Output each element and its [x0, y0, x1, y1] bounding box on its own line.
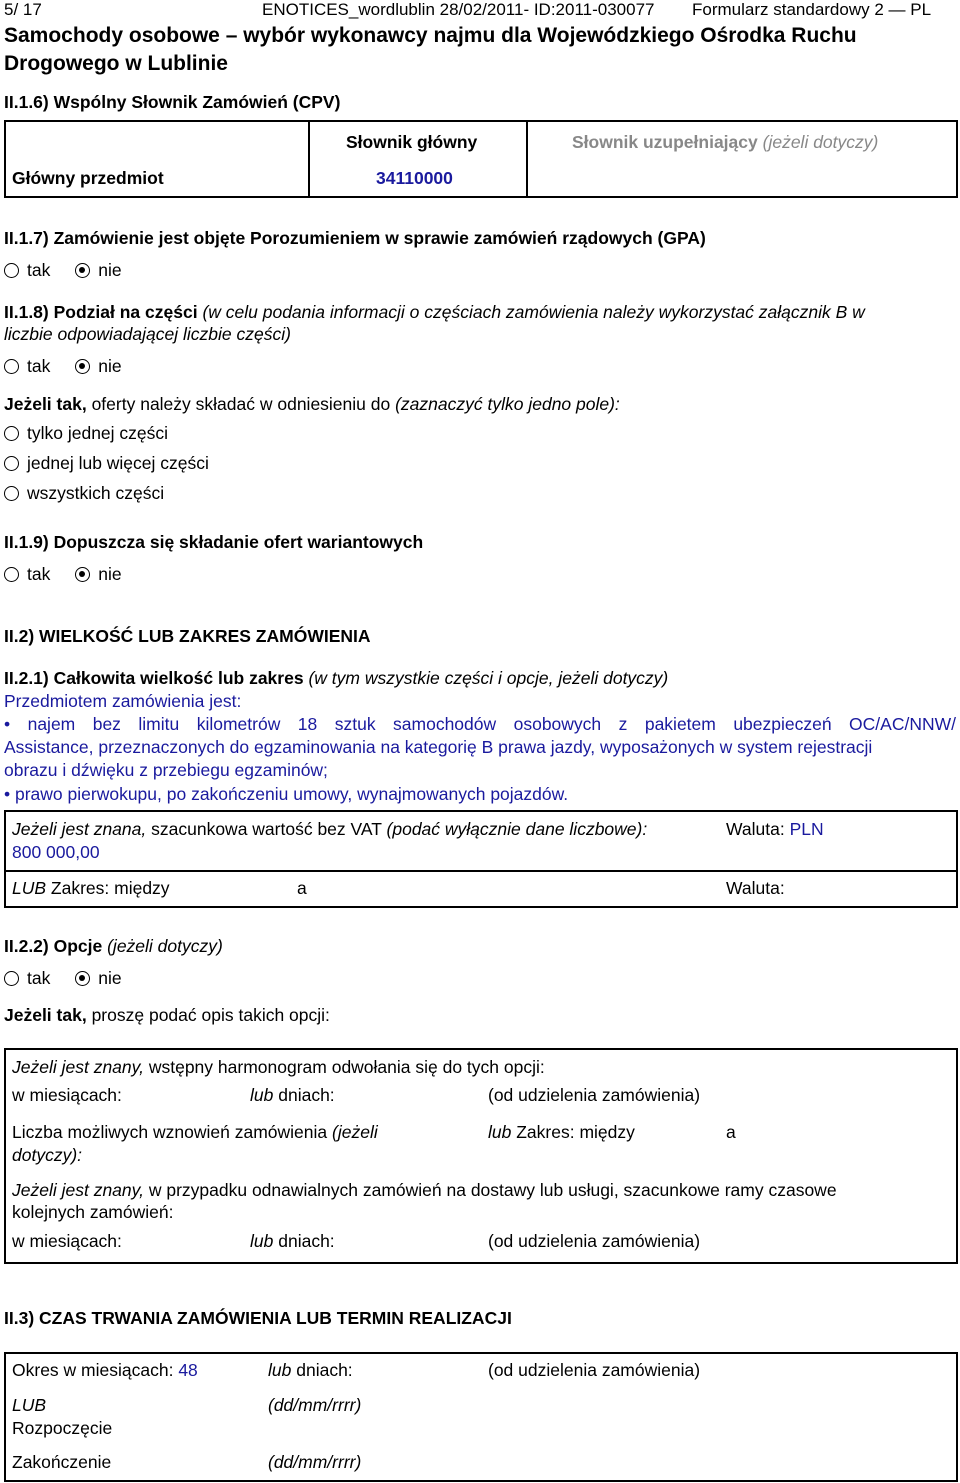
radio-icon[interactable]: [4, 426, 19, 441]
options-radio-group[interactable]: [4, 968, 142, 989]
range-a: a: [297, 878, 307, 898]
parts-option-2[interactable]: wszystkich części: [4, 483, 164, 504]
gpa-heading: II.1.7) Zamówienie jest objęte Porozumieniem w sprawie zamówień rządowych (GPA): [4, 228, 706, 248]
size-bullet1-l2: Assistance, przeznaczonych do egzaminowania na kategorię B prawa jazdy, wyposażonych w system rejestracji: [4, 737, 873, 757]
parts-heading: II.1.8) Podział na części (w celu podania informacji o częściach zamówienia należy wykorzystać załącznik B w: [4, 302, 865, 322]
renewals-label-cont: dotyczy):: [12, 1145, 83, 1165]
page-number: 5/ 17: [4, 0, 42, 19]
notice-id: ENOTICES_wordlublin 28/02/2011- ID:2011-030077: [262, 0, 655, 19]
start-label: Rozpoczęcie: [12, 1418, 113, 1438]
size-subheading: II.2.1) Całkowita wielkość lub zakres (w tym wszystkie części i opcje, jeżeli dotyczy): [4, 668, 669, 688]
main-dict-label: Słownik główny: [346, 132, 478, 152]
main-subject-label: Główny przedmiot: [12, 168, 164, 188]
variants-heading: II.1.9) Dopuszcza się składanie ofert wariantowych: [4, 532, 424, 552]
duration-days: lub dniach:: [268, 1360, 353, 1380]
radio-icon[interactable]: [4, 971, 19, 986]
end-date-format: (dd/mm/rrrr): [268, 1452, 362, 1472]
renew-days: lub dniach:: [250, 1231, 335, 1251]
options-heading: II.2.2) Opcje (jeżeli dotyczy): [4, 936, 223, 956]
options-nie[interactable]: nie: [75, 968, 121, 989]
value-box-divider: [4, 870, 958, 872]
parts-nie[interactable]: nie: [75, 356, 121, 377]
options-box: [4, 1048, 958, 1264]
schedule-months: w miesiącach:: [12, 1085, 122, 1105]
renew-timeframe-label: Jeżeli jest znany, w przypadku odnawialnych zamówień na dostawy lub usługi, szacunkowe ramy czasowe: [12, 1180, 837, 1200]
parts-tak[interactable]: tak: [4, 356, 50, 377]
radio-icon[interactable]: [4, 263, 19, 278]
radio-icon[interactable]: [4, 359, 19, 374]
variants-tak[interactable]: tak: [4, 564, 50, 585]
cpv-code: 34110000: [376, 168, 453, 188]
gpa-nie[interactable]: nie: [75, 260, 121, 281]
size-heading: II.2) WIELKOŚĆ LUB ZAKRES ZAMÓWIENIA: [4, 626, 371, 646]
renewals-label: Liczba możliwych wznowień zamówienia (jeżeli: [12, 1122, 378, 1142]
radio-selected-icon[interactable]: [75, 359, 90, 374]
radio-selected-icon[interactable]: [75, 567, 90, 582]
renew-from-award: (od udzielenia zamówienia): [488, 1231, 701, 1251]
schedule-days: lub dniach:: [250, 1085, 335, 1105]
range-currency-label: Waluta:: [726, 878, 785, 898]
range-label: LUB Zakres: między: [12, 878, 170, 898]
page-title-line1: Samochody osobowe – wybór wykonawcy najmu dla Wojewódzkiego Ośrodka Ruchu: [4, 24, 857, 47]
variants-nie[interactable]: nie: [75, 564, 121, 585]
size-bullet2: • prawo pierwokupu, po zakończeniu umowy, wynajmowanych pojazdów.: [4, 784, 569, 804]
size-bullet1-l3: obrazu i dźwięku z przebiegu egzaminów;: [4, 760, 328, 780]
form-type: Formularz standardowy 2 — PL: [692, 0, 932, 19]
estimated-value-label: Jeżeli jest znana, szacunkowa wartość bez VAT (podać wyłącznie dane liczbowe):: [12, 819, 648, 839]
parts-if-yes: Jeżeli tak, oferty należy składać w odniesieniu do (zaznaczyć tylko jedno pole):: [4, 394, 620, 414]
parts-radio-group[interactable]: [4, 356, 142, 377]
parts-option-1[interactable]: jednej lub więcej części: [4, 453, 209, 474]
schedule-label: Jeżeli jest znany, wstępny harmonogram odwołania się do tych opcji:: [12, 1057, 545, 1077]
gpa-tak[interactable]: tak: [4, 260, 50, 281]
radio-icon[interactable]: [4, 456, 19, 471]
cpv-heading: II.1.6) Wspólny Słownik Zamówień (CPV): [4, 92, 341, 112]
end-label: Zakończenie: [12, 1452, 112, 1472]
radio-icon[interactable]: [4, 567, 19, 582]
size-intro: Przedmiotem zamówienia jest:: [4, 691, 242, 711]
parts-heading-cont: liczbie odpowiadającej liczbie części): [4, 324, 291, 344]
renewals-range-a: a: [726, 1122, 736, 1142]
currency: Waluta: PLN: [726, 819, 824, 839]
page-title-line2: Drogowego w Lublinie: [4, 52, 228, 75]
start-date-format: (dd/mm/rrrr): [268, 1395, 362, 1415]
renew-timeframe-cont: kolejnych zamówień:: [12, 1202, 174, 1222]
radio-selected-icon[interactable]: [75, 263, 90, 278]
duration-heading: II.3) CZAS TRWANIA ZAMÓWIENIA LUB TERMIN REALIZACJI: [4, 1308, 512, 1328]
duration-lub: LUB: [12, 1395, 47, 1415]
size-bullet1-l1: • najem bez limitu kilometrów 18 sztuk samochodów osobowych z pakietem ubezpieczeń OC/AC/NNW/: [4, 714, 956, 734]
gpa-radio-group[interactable]: [4, 260, 142, 281]
renewals-range: lub Zakres: między: [488, 1122, 635, 1142]
schedule-from-award: (od udzielenia zamówienia): [488, 1085, 701, 1105]
radio-selected-icon[interactable]: [75, 971, 90, 986]
options-if-yes: Jeżeli tak, proszę podać opis takich opcji:: [4, 1005, 330, 1025]
options-tak[interactable]: tak: [4, 968, 50, 989]
radio-icon[interactable]: [4, 486, 19, 501]
parts-option-0[interactable]: tylko jednej części: [4, 423, 168, 444]
duration-months: Okres w miesiącach: 48: [12, 1360, 198, 1380]
estimated-value: 800 000,00: [12, 842, 100, 862]
renew-months: w miesiącach:: [12, 1231, 122, 1251]
supp-dict-label: Słownik uzupełniający (jeżeli dotyczy): [572, 132, 879, 152]
variants-radio-group[interactable]: [4, 564, 142, 585]
duration-from-award: (od udzielenia zamówienia): [488, 1360, 701, 1380]
